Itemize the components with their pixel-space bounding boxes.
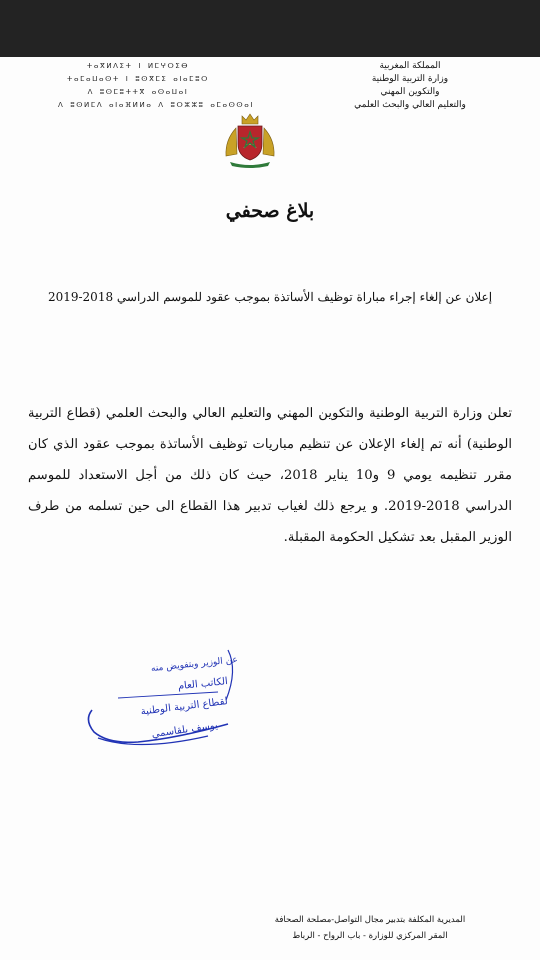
coat-of-arms-icon [222, 110, 278, 168]
header-arabic-line-3: والتكوين المهني [380, 87, 440, 97]
header-arabic-line-1: المملكة المغربية [379, 61, 441, 71]
photo-top-border [0, 0, 540, 57]
body-paragraph: تعلن وزارة التربية الوطنية والتكوين المهني والتعليم العالي والبحث العلمي (قطاع التربية الوطنية) أنه تم إلغاء الإعلان عن تنظيم مباريات توظيف الأساتذة بموجب عقود الذي كان مقرر تنظيمه يومي 9 و10 يناير 2018، حيث كان ذلك من أجل الاستعداد للموسم الدراسي 2018-2019. و يرجع ذلك لغياب تدبير هذا القطاع الى حين تسلمه من طرف الوزير المقبل بعد تشكيل الحكومة المقبلة. [28, 406, 513, 545]
announcement-subject: إعلان عن إلغاء إجراء مباراة توظيف الأساتذة بموجب عقود للموسم الدراسي 2018-2019 [47, 290, 493, 304]
signature-handwriting [78, 640, 248, 755]
announcement-body [28, 398, 512, 553]
press-release-title: بلاغ صحفي [225, 200, 315, 222]
ministry-header-arabic [335, 60, 485, 112]
header-tifinagh-line-2: ⵜⴰⵎⴰⵡⴰⵙⵜ ⵏ ⵓⵙⴳⵎⵉ ⴰⵏⴰⵎⵓⵔ [67, 75, 209, 83]
svg-text:لقطاع التربية الوطنية: لقطاع التربية الوطنية [140, 696, 229, 718]
footer-line-1: المديرية المكلفة بتدبير مجال التواصل-مصلحة الصحافة [274, 915, 466, 925]
footer-line-2: المقر المركزي للوزارة - باب الرواح - الرباط [292, 931, 448, 941]
header-tifinagh-line-4: ⴷ ⵓⵙⵍⵎⴷ ⴰⵏⴰⴼⵍⵍⴰ ⴷ ⵓⵔⵣⵣⵓ ⴰⵎⴰⵙⵙⴰⵏ [58, 101, 255, 109]
header-arabic-line-2: وزارة التربية الوطنية [371, 74, 449, 84]
header-tifinagh-line-3: ⴷ ⵓⵙⵎⵓⵜⵜⴳ ⴰⵙⴰⵡⴰⵏ [87, 88, 189, 96]
ministry-footer [260, 912, 480, 944]
svg-text:عن الوزير وبتفويض منه: عن الوزير وبتفويض منه [150, 655, 239, 675]
svg-text:يوسف بلقاسمي: يوسف بلقاسمي [150, 720, 219, 741]
ministry-header-tifinagh [58, 60, 255, 112]
header-tifinagh-line-1: ⵜⴰⴳⵍⴷⵉⵜ ⵏ ⵍⵎⵖⵔⵉⴱ [86, 62, 190, 70]
signature-block [78, 640, 248, 755]
header-arabic-line-4: والتعليم العالي والبحث العلمي [354, 100, 466, 110]
svg-text:الكاتب العام: الكاتب العام [177, 676, 229, 693]
